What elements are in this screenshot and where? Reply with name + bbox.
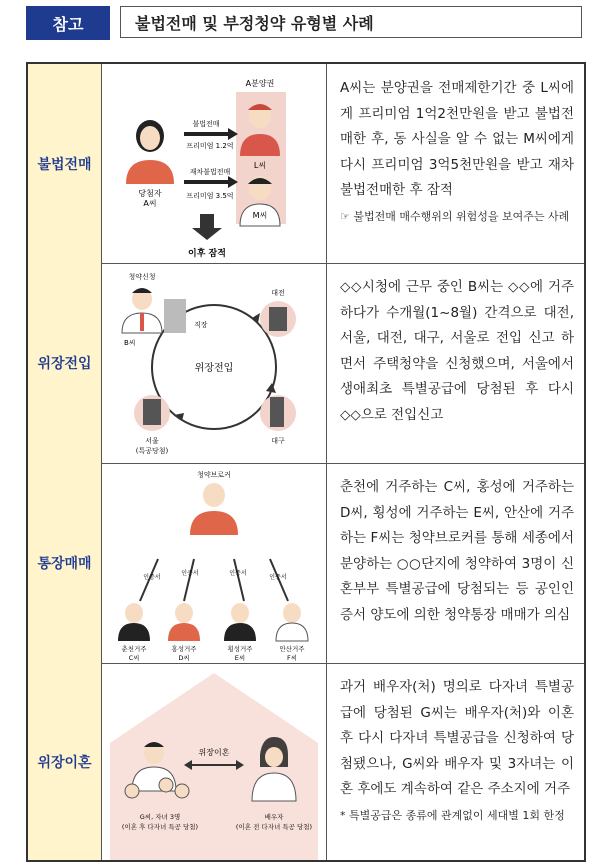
label-broker: 청약브로커 xyxy=(197,471,231,479)
arrow1-bottom-label: 프리미엄 1.2억 xyxy=(186,142,234,150)
header xyxy=(26,6,584,40)
reference-tag: 참고 xyxy=(26,6,110,40)
row-label: 통장매매 xyxy=(28,463,102,663)
label-disappear: 이후 잠적 xyxy=(188,249,226,259)
case-description xyxy=(326,463,584,663)
row-label: 위장전입 xyxy=(28,263,102,463)
arrow2-bottom-label: 프리미엄 3.5억 xyxy=(186,192,234,200)
case-text: 춘천에 거주하는 C씨, 홍성에 거주하는 D씨, 횡성에 거주하는 E씨, 안산에 거주하는 F씨는 청약브로커를 통해 세종에서 분양하는 ○○단지에 청약하여 3명이 신혼부부 특별공급에 당첨되는 등 공인인증서 양도에 의한 청약통장 매매가 의심 xyxy=(340,479,574,623)
person-a-icon xyxy=(126,120,174,184)
label-spouse-sub: (이혼 전 다자녀 특공 당첨) xyxy=(235,823,313,831)
case-note: ☞ 불법전매 매수행위의 위험성을 보여주는 사례 xyxy=(340,209,570,223)
row-account-trade xyxy=(28,463,584,664)
person-d-icon xyxy=(168,603,200,641)
case-description xyxy=(326,663,584,860)
case-text: 과거 배우자(처) 명의로 다자녀 특별공급에 당첨된 G씨는 배우자(처)와 이혼 후 다시 다자녀 특별공급을 신청하여 당첨됐으나, G씨와 배우자 및 3자녀는 이혼 후에도 계속하여 같은 주소지에 거주 xyxy=(340,679,574,797)
label-spouse: 배우자 xyxy=(264,813,284,821)
row-label: 불법전매 xyxy=(28,64,102,263)
row-fake-divorce xyxy=(28,663,584,860)
label-person-c-loc: 춘천거주 xyxy=(121,645,147,653)
case-table xyxy=(26,62,586,862)
label-center: 위장이혼 xyxy=(198,748,230,757)
illustration-fake-move xyxy=(102,263,327,463)
illustration-fake-divorce xyxy=(102,663,327,860)
label-person-c: C씨 xyxy=(128,654,140,662)
case-description xyxy=(326,64,584,263)
person-c-icon xyxy=(118,603,150,641)
arrow1-top-label: 불법전매 xyxy=(192,120,220,128)
label-person-g: G씨, 자녀 3명 xyxy=(139,813,181,821)
label-person-b: B씨 xyxy=(124,339,136,347)
label-person-e: E씨 xyxy=(234,654,246,662)
label-person-e-loc: 횡성거주 xyxy=(227,645,253,653)
label-application: 청약신청 xyxy=(128,273,156,281)
case-text: ◇◇시청에 근무 중인 B씨는 ◇◇에 거주하다가 수개월(1~8월) 간격으로 대전, 서울, 대전, 대구, 서울로 전입 신고 하면서 주택청약을 신청했으며, 서울에서 생애최초 특별공급에 당첨된 후 다시 ◇◇으로 전입신고 xyxy=(340,279,574,423)
label-special-supply: (특공당첨) xyxy=(135,447,169,455)
row-illegal-resale xyxy=(28,64,584,264)
person-b-icon xyxy=(122,288,162,333)
label-person-d: D씨 xyxy=(178,654,190,662)
person-f-icon xyxy=(276,603,308,641)
label-certificate: 인증서 xyxy=(229,570,247,577)
label-center: 위장전입 xyxy=(194,363,234,374)
broker-icon xyxy=(190,483,238,535)
office-building-icon xyxy=(164,299,186,333)
illustration-resale xyxy=(102,64,327,263)
page-title: 불법전매 및 부정청약 유형별 사례 xyxy=(120,6,582,38)
person-e-icon xyxy=(224,603,256,641)
case-description xyxy=(326,263,584,463)
label-certificate: 인증서 xyxy=(269,574,287,581)
label-certificate: 인증서 xyxy=(181,570,199,577)
label-city-seoul: 서울 xyxy=(145,437,159,445)
label-person-f-loc: 안산거주 xyxy=(279,645,305,653)
building-icon xyxy=(270,397,284,427)
label-certificate: 인증서 xyxy=(143,574,161,581)
case-note: * 특별공급은 종류에 관계없이 세대별 1회 한정 xyxy=(340,808,565,822)
label-person-d-loc: 홍성거주 xyxy=(171,645,197,653)
row-label: 위장이혼 xyxy=(28,663,102,860)
label-a-presale: A분양권 xyxy=(245,79,275,88)
certificate-arrows xyxy=(140,559,288,601)
label-winner: 당첨자 xyxy=(138,189,162,198)
label-person-f: F씨 xyxy=(286,654,298,662)
label-city-daejeon: 대전 xyxy=(271,289,285,297)
building-icon xyxy=(143,399,161,425)
label-person-g-sub: (이혼 후 다자녀 특공 당첨) xyxy=(121,823,199,831)
building-icon xyxy=(269,307,287,331)
label-person-a: A씨 xyxy=(143,199,157,208)
arrow-down-icon xyxy=(192,214,222,240)
label-person-m: M씨 xyxy=(252,211,268,220)
arrow2-top-label: 재차불법전매 xyxy=(189,168,231,176)
label-job: 직장 xyxy=(194,321,208,329)
case-text: A씨는 분양권을 전매제한기간 중 L씨에게 프리미엄 1억2천만원을 받고 불법전매한 후, 동 사실을 알 수 없는 M씨에게 다시 프리미엄 3억5천만원을 받고 재차 불법전매한 후 잠적 xyxy=(340,80,574,198)
label-city-daegu: 대구 xyxy=(271,437,285,445)
label-person-l: L씨 xyxy=(253,161,267,170)
illustration-account-trade xyxy=(102,463,327,663)
row-fake-move xyxy=(28,263,584,464)
